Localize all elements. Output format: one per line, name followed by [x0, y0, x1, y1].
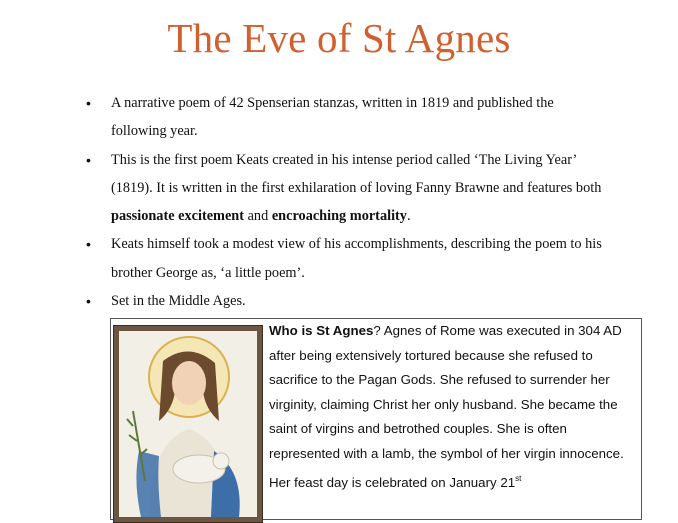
st-agnes-painting [119, 331, 257, 517]
bullet-item [86, 230, 646, 287]
bullet-text: and [244, 208, 272, 225]
bullet-text: Keats himself took a modest view of his accomplishments, describing the poem to his [111, 236, 602, 253]
bullet-item [86, 146, 646, 231]
bullet-icon: • [86, 293, 91, 310]
st-agnes-image-frame [113, 325, 263, 523]
bullet-icon: • [86, 95, 91, 111]
bullet-icon: • [86, 236, 91, 253]
feast-day-suffix: st [515, 473, 522, 483]
bullet-icon: • [86, 151, 91, 168]
caption-body: ? Agnes of Rome was executed in 304 AD after being extensively tortured because she refused to sacrifice to the Pagan Gods. She refused to surrender her virginity, claiming Christ her only husband. She became the saint of virgins and betrothed couples. She is often represented with a lamb, the symbol of her virgin innocence. [269, 323, 624, 461]
feast-day-text: Her feast day is celebrated on January 21 [269, 474, 516, 490]
bullet-bold-text: passionate excitement [111, 208, 245, 225]
bullet-item [86, 89, 646, 146]
st-agnes-info-box [110, 318, 642, 520]
bullet-item [86, 287, 646, 315]
bullet-list [86, 89, 646, 315]
bullet-text: A narrative poem of 42 Spenserian stanzas, written in 1819 and published the [111, 95, 554, 111]
bullet-text: (1819). It is written in the first exhilaration of loving Fanny Brawne and features both [111, 179, 602, 196]
slide-title: The Eve of St Agnes [167, 15, 511, 61]
bullet-text: . [406, 208, 411, 225]
bullet-text: Set in the Middle Ages. [111, 293, 246, 310]
st-agnes-caption [269, 319, 641, 495]
caption-heading: Who is St Agnes [269, 323, 374, 338]
bullet-bold-text: encroaching mortality [271, 208, 407, 225]
bullet-text: following year. [111, 123, 198, 140]
bullet-text: brother George as, ‘a little poem’. [111, 264, 305, 281]
bullet-text: This is the first poem Keats created in his intense period called ‘The Living Year’ [111, 151, 578, 168]
